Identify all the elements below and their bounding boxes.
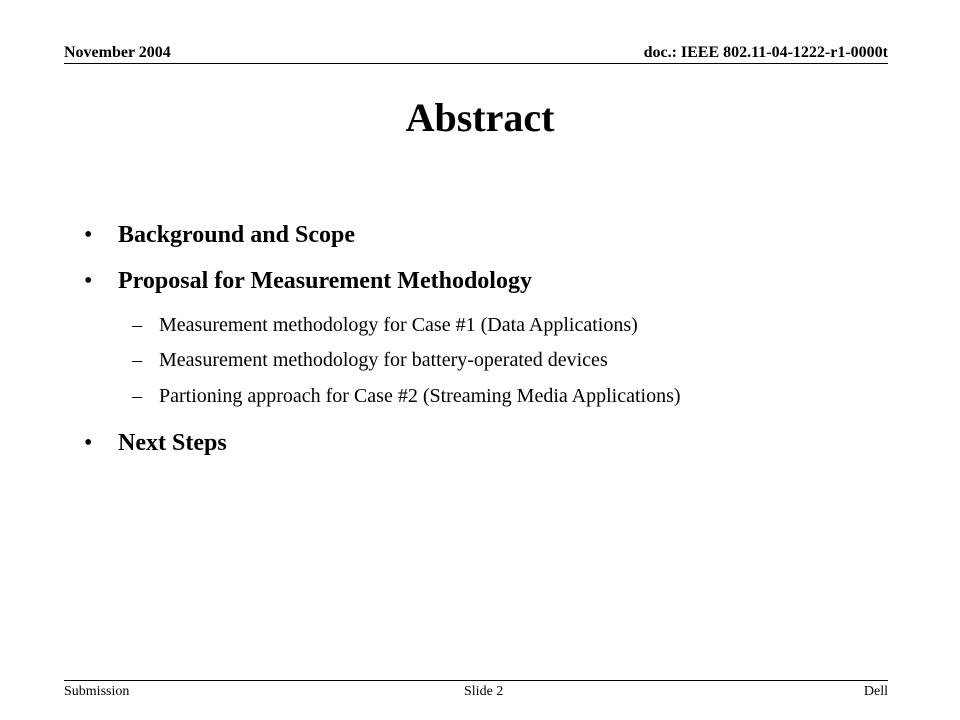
sub-item — [132, 383, 681, 409]
slide-title: Abstract — [405, 95, 555, 140]
bullet-marker: • — [84, 222, 93, 248]
footer-author: Dell — [863, 684, 888, 699]
sub-item — [132, 347, 608, 373]
bullet-text: Background and Scope — [118, 222, 355, 248]
bullet-marker: • — [84, 430, 93, 456]
bullet-item — [84, 428, 227, 458]
sub-item — [132, 312, 638, 338]
footer-submission: Submission — [64, 684, 130, 699]
bullet-item — [84, 266, 532, 296]
dash-marker: – — [132, 385, 142, 407]
footer-divider — [64, 680, 888, 681]
bullet-text: Next Steps — [118, 430, 227, 456]
header-divider — [64, 63, 888, 64]
bullet-marker: • — [84, 268, 93, 294]
footer-slide-number: Slide 2 — [464, 684, 504, 699]
bullet-item — [84, 220, 355, 250]
sub-item-text: Partioning approach for Case #2 (Streaming Media Applications) — [159, 385, 681, 407]
sub-item-text: Measurement methodology for Case #1 (Data Applications) — [159, 314, 638, 336]
sub-item-text: Measurement methodology for battery-operated devices — [159, 349, 608, 371]
header-doc-id: doc.: IEEE 802.11-04-1222-r1-0000t — [643, 44, 888, 61]
bullet-text: Proposal for Measurement Methodology — [118, 268, 532, 294]
dash-marker: – — [132, 314, 142, 336]
dash-marker: – — [132, 349, 142, 371]
header-date: November 2004 — [64, 44, 171, 61]
